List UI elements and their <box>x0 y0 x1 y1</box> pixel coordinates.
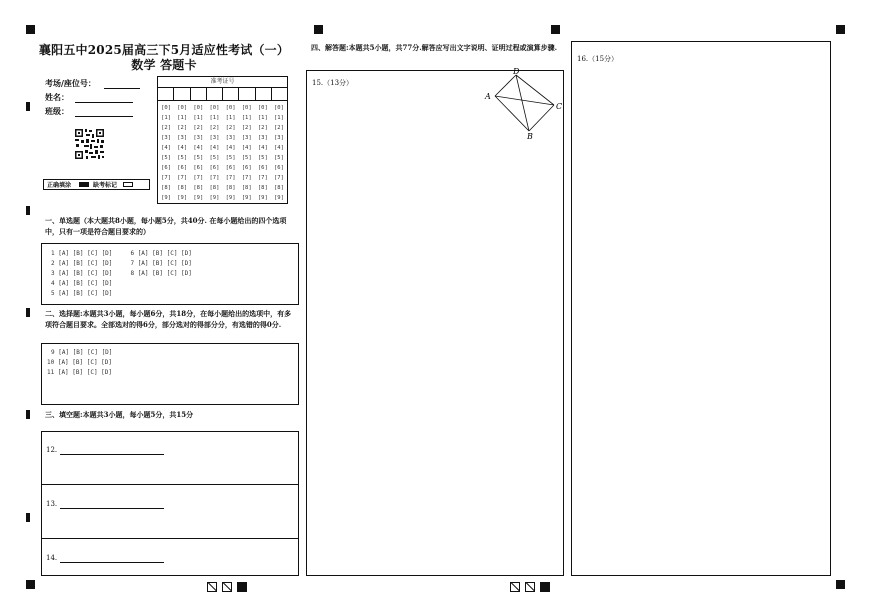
digit-bubble[interactable]: [9] <box>193 195 204 201</box>
digit-bubble[interactable]: [0] <box>209 105 220 111</box>
digit-bubble[interactable]: [3] <box>209 135 220 141</box>
digit-bubble[interactable]: [5] <box>209 155 220 161</box>
write-cell[interactable] <box>223 88 239 100</box>
digit-bubble[interactable]: [6] <box>161 165 172 171</box>
side-mark <box>26 513 30 522</box>
write-cell[interactable] <box>191 88 207 100</box>
field-seat-line[interactable] <box>104 81 140 89</box>
digit-bubble[interactable]: [9] <box>177 195 188 201</box>
digit-bubble[interactable]: [8] <box>193 185 204 191</box>
digit-bubble[interactable]: [4] <box>177 145 188 151</box>
write-cell[interactable] <box>207 88 223 100</box>
geometry-figure <box>484 66 564 140</box>
digit-bubble[interactable]: [7] <box>177 175 188 181</box>
digit-bubble[interactable]: [5] <box>257 155 268 161</box>
solid-mark-icon <box>540 582 550 592</box>
vertex-label-c: C <box>556 102 563 111</box>
digit-bubble[interactable]: [4] <box>257 145 268 151</box>
digit-bubble[interactable]: [1] <box>225 115 236 121</box>
write-cell[interactable] <box>239 88 255 100</box>
field-seat[interactable] <box>45 78 140 89</box>
blank-12-label: 12. <box>46 446 58 454</box>
digit-bubble[interactable]: [8] <box>225 185 236 191</box>
admission-number-title: 准考证号 <box>158 77 287 88</box>
digit-bubble[interactable]: [2] <box>273 125 284 131</box>
hatch-mark-icon <box>510 582 520 592</box>
digit-bubble[interactable]: [6] <box>193 165 204 171</box>
field-name-label: 姓名： <box>45 92 69 102</box>
digit-bubble[interactable]: [2] <box>209 125 220 131</box>
legend-absent-label: 缺考标记 <box>93 182 118 189</box>
digit-bubble[interactable]: [1] <box>241 115 252 121</box>
digit-bubble[interactable]: [2] <box>161 125 172 131</box>
digit-bubble[interactable]: [7] <box>209 175 220 181</box>
blank-14-label: 14. <box>46 554 58 562</box>
digit-bubble[interactable]: [5] <box>273 155 284 161</box>
digit-bubble[interactable]: [9] <box>209 195 220 201</box>
blank-12-line[interactable] <box>60 446 164 455</box>
write-cell[interactable] <box>158 88 174 100</box>
digit-bubble[interactable]: [7] <box>225 175 236 181</box>
digit-bubble[interactable]: [9] <box>225 195 236 201</box>
section2-row[interactable]: 11 [A] [B] [C] [D] <box>47 369 113 376</box>
qr-code-icon <box>74 128 105 160</box>
field-class-label: 班级： <box>45 106 69 116</box>
digit-bubble[interactable]: [4] <box>225 145 236 151</box>
section2-heading: 二、选择题:本题共3小题，每小题6分，共18分，在每小题给出的选项中，有多项符合题目要求。全部选对的得6分，部分选对的得部分分，有选错的得0分. <box>45 309 292 329</box>
digit-column <box>223 103 239 203</box>
digit-bubble[interactable]: [4] <box>209 145 220 151</box>
side-mark <box>26 410 30 419</box>
digit-bubble[interactable]: [7] <box>257 175 268 181</box>
digit-bubble[interactable]: [9] <box>273 195 284 201</box>
digit-bubble[interactable]: [9] <box>241 195 252 201</box>
digit-bubble[interactable]: [4] <box>161 145 172 151</box>
blank-13-label: 13. <box>46 500 58 508</box>
digit-bubble[interactable]: [6] <box>273 165 284 171</box>
digit-bubble[interactable]: [7] <box>193 175 204 181</box>
digit-column <box>239 103 255 203</box>
digit-bubble[interactable]: [5] <box>193 155 204 161</box>
digit-bubble[interactable]: [0] <box>161 105 172 111</box>
solid-mark-icon <box>237 582 247 592</box>
digit-bubble[interactable]: [3] <box>273 135 284 141</box>
footer-marks-left <box>207 582 247 592</box>
field-class-line[interactable] <box>75 109 133 117</box>
digit-bubble[interactable]: [1] <box>193 115 204 121</box>
admission-number-bubbles <box>158 103 287 203</box>
digit-bubble[interactable]: [4] <box>193 145 204 151</box>
q16-label: 16.（15分） <box>577 55 619 63</box>
section4-heading: 四、解答题:本题共5小题，共77分.解答应写出文字说明、证明过程或演算步骤. <box>311 43 558 52</box>
digit-column <box>190 103 206 203</box>
digit-bubble[interactable]: [6] <box>177 165 188 171</box>
digit-bubble[interactable]: [1] <box>209 115 220 121</box>
corner-mark-top-right-a <box>551 25 560 34</box>
digit-bubble[interactable]: [8] <box>209 185 220 191</box>
digit-bubble[interactable]: [2] <box>193 125 204 131</box>
q15-answer-box[interactable] <box>306 70 564 576</box>
digit-column <box>206 103 222 203</box>
section3-divider <box>41 484 299 485</box>
corner-mark-top-mid <box>314 25 323 34</box>
hatch-mark-icon <box>207 582 217 592</box>
footer-marks-right <box>510 582 550 592</box>
vertex-label-b: B <box>527 132 533 140</box>
exam-subtitle: 数学 答题卡 <box>131 58 197 72</box>
digit-bubble[interactable]: [1] <box>257 115 268 121</box>
write-cell[interactable] <box>174 88 190 100</box>
digit-bubble[interactable]: [8] <box>177 185 188 191</box>
corner-mark-top-left <box>26 25 35 34</box>
digit-bubble[interactable]: [1] <box>161 115 172 121</box>
section1-row[interactable]: 3 [A] [B] [C] [D] 8 [A] [B] [C] [D] <box>51 270 192 277</box>
digit-bubble[interactable]: [3] <box>161 135 172 141</box>
digit-bubble[interactable]: [6] <box>241 165 252 171</box>
digit-bubble[interactable]: [0] <box>273 105 284 111</box>
side-mark <box>26 206 30 215</box>
digit-bubble[interactable]: [6] <box>257 165 268 171</box>
admission-number-write-cells <box>158 88 287 101</box>
digit-bubble[interactable]: [8] <box>241 185 252 191</box>
filled-box-icon <box>79 182 89 187</box>
digit-bubble[interactable]: [6] <box>225 165 236 171</box>
digit-bubble[interactable]: [7] <box>241 175 252 181</box>
field-seat-label: 考场/座位号： <box>45 78 96 88</box>
digit-bubble[interactable]: [5] <box>241 155 252 161</box>
digit-bubble[interactable]: [3] <box>193 135 204 141</box>
digit-bubble[interactable]: [8] <box>161 185 172 191</box>
admission-number-grid <box>157 76 288 204</box>
vertex-label-a: A <box>485 92 491 101</box>
section2-row[interactable]: 10 [A] [B] [C] [D] <box>47 359 113 366</box>
digit-bubble[interactable]: [7] <box>273 175 284 181</box>
digit-column <box>255 103 271 203</box>
section1-row[interactable]: 4 [A] [B] [C] [D] <box>51 280 113 287</box>
q15-label: 15.（13分） <box>312 79 354 87</box>
field-class[interactable] <box>45 106 133 117</box>
section1-row[interactable]: 1 [A] [B] [C] [D] 6 [A] [B] [C] [D] <box>51 250 192 257</box>
digit-bubble[interactable]: [9] <box>161 195 172 201</box>
legend-correct-label: 正确填涂 <box>47 182 72 189</box>
digit-bubble[interactable]: [9] <box>257 195 268 201</box>
digit-bubble[interactable]: [4] <box>241 145 252 151</box>
corner-mark-top-right-b <box>836 25 845 34</box>
field-name[interactable] <box>45 92 133 103</box>
write-cell[interactable] <box>272 88 287 100</box>
section3-heading: 三、填空题:本题共3小题，每小题5分，共15分 <box>45 410 194 419</box>
digit-bubble[interactable]: [8] <box>273 185 284 191</box>
digit-bubble[interactable]: [4] <box>273 145 284 151</box>
digit-bubble[interactable]: [7] <box>161 175 172 181</box>
digit-bubble[interactable]: [3] <box>225 135 236 141</box>
write-cell[interactable] <box>256 88 272 100</box>
digit-bubble[interactable]: [2] <box>225 125 236 131</box>
vertex-label-d: D <box>513 67 520 76</box>
hatch-mark-icon <box>525 582 535 592</box>
corner-mark-bottom-right <box>836 580 845 589</box>
digit-bubble[interactable]: [2] <box>257 125 268 131</box>
digit-bubble[interactable]: [2] <box>241 125 252 131</box>
digit-column <box>271 103 287 203</box>
digit-bubble[interactable]: [0] <box>225 105 236 111</box>
corner-mark-bottom-left <box>26 580 35 589</box>
side-mark <box>26 308 30 317</box>
blank-14-line[interactable] <box>60 554 164 563</box>
digit-bubble[interactable]: [2] <box>177 125 188 131</box>
digit-bubble[interactable]: [5] <box>161 155 172 161</box>
exam-title: 襄阳五中2025届高三下5月适应性考试（一） <box>38 43 290 57</box>
digit-bubble[interactable]: [5] <box>225 155 236 161</box>
section3-divider <box>41 538 299 539</box>
side-mark <box>26 102 30 111</box>
digit-bubble[interactable]: [0] <box>257 105 268 111</box>
digit-bubble[interactable]: [3] <box>257 135 268 141</box>
absent-box-icon[interactable] <box>123 182 133 187</box>
fill-legend <box>43 179 150 190</box>
q16-answer-box[interactable] <box>571 41 831 576</box>
digit-bubble[interactable]: [0] <box>193 105 204 111</box>
hatch-mark-icon <box>222 582 232 592</box>
section1-heading: 一、单选题（本大题共8小题，每小题5分，共40分. 在每小题给出的四个选项中，只有一项是符合题目要求的） <box>45 216 287 236</box>
digit-column <box>174 103 190 203</box>
section1-row[interactable]: 5 [A] [B] [C] [D] <box>51 290 113 297</box>
blank-13-line[interactable] <box>60 500 164 509</box>
digit-bubble[interactable]: [5] <box>177 155 188 161</box>
digit-bubble[interactable]: [8] <box>257 185 268 191</box>
digit-bubble[interactable]: [0] <box>177 105 188 111</box>
digit-bubble[interactable]: [3] <box>241 135 252 141</box>
digit-bubble[interactable]: [0] <box>241 105 252 111</box>
digit-bubble[interactable]: [1] <box>273 115 284 121</box>
section2-row[interactable]: 9 [A] [B] [C] [D] <box>51 349 113 356</box>
digit-bubble[interactable]: [1] <box>177 115 188 121</box>
field-name-line[interactable] <box>75 95 133 103</box>
digit-column <box>158 103 174 203</box>
digit-bubble[interactable]: [3] <box>177 135 188 141</box>
digit-bubble[interactable]: [6] <box>209 165 220 171</box>
section1-row[interactable]: 2 [A] [B] [C] [D] 7 [A] [B] [C] [D] <box>51 260 192 267</box>
